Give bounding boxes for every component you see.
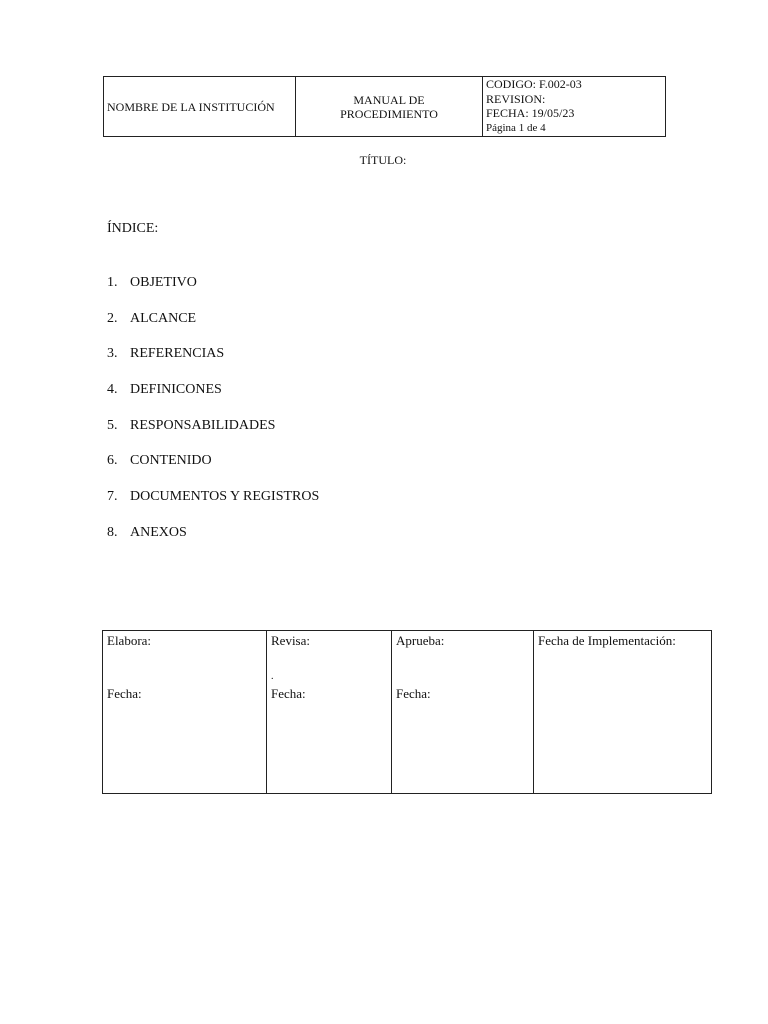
toc-item-number: 1. <box>107 275 118 290</box>
indice-heading: ÍNDICE: <box>107 221 159 236</box>
elabora-label: Elabora: <box>107 633 152 648</box>
institution-name: NOMBRE DE LA INSTITUCIÓN <box>107 99 275 114</box>
revisa-label: Revisa: <box>271 633 310 648</box>
manual-title-line2: PROCEDIMIENTO <box>340 106 438 121</box>
toc-item-number: 3. <box>107 346 118 362</box>
toc-item-label: OBJETIVO <box>130 275 197 290</box>
toc-item <box>107 417 319 453</box>
toc-item <box>107 310 319 346</box>
institution-name-cell <box>104 77 296 137</box>
revision-text: REVISION: <box>486 91 546 106</box>
implementation-date-cell <box>534 631 712 794</box>
toc-item-label: RESPONSABILIDADES <box>130 417 276 433</box>
toc-item-number: 6. <box>107 453 118 469</box>
toc-item-label: ANEXOS <box>130 524 187 540</box>
revisa-cell <box>267 631 392 794</box>
revisa-dot: . <box>271 671 274 682</box>
revisa-fecha-label: Fecha: <box>271 686 306 701</box>
manual-title-line1: MANUAL DE <box>353 92 425 107</box>
fecha-text: FECHA: 19/05/23 <box>486 106 575 120</box>
titulo-text: TÍTULO: <box>359 153 407 167</box>
toc-item-number: 7. <box>107 489 118 505</box>
manual-title-cell <box>296 77 483 137</box>
toc-item-number: 2. <box>107 310 118 326</box>
codigo-text: CODIGO: F.002-03 <box>486 77 582 91</box>
implementation-date-label: Fecha de Implementación: <box>538 633 676 648</box>
toc-item-label: DOCUMENTOS Y REGISTROS <box>130 489 320 505</box>
toc-item-label: ALCANCE <box>130 310 197 326</box>
toc-item-number: 4. <box>107 382 118 398</box>
titulo-label <box>0 153 768 168</box>
table-of-contents <box>107 274 319 560</box>
approval-signature-table <box>102 630 712 794</box>
document-info-cell <box>483 77 666 137</box>
aprueba-label: Aprueba: <box>396 633 445 648</box>
toc-item-number: 5. <box>107 417 118 433</box>
toc-item <box>107 524 319 560</box>
elabora-cell <box>103 631 267 794</box>
toc-item <box>107 381 319 417</box>
elabora-fecha-label: Fecha: <box>107 686 142 701</box>
toc-item-label: CONTENIDO <box>130 453 212 469</box>
toc-item-label: REFERENCIAS <box>130 346 225 362</box>
toc-item-label: DEFINICONES <box>130 382 222 398</box>
toc-item <box>107 488 319 524</box>
aprueba-fecha-label: Fecha: <box>396 686 431 701</box>
aprueba-cell <box>392 631 534 794</box>
toc-item <box>107 274 319 310</box>
toc-item <box>107 345 319 381</box>
document-header-table <box>103 76 666 137</box>
pagina-text: Página 1 de 4 <box>486 121 546 134</box>
toc-item-number: 8. <box>107 524 118 540</box>
toc-item <box>107 452 319 488</box>
